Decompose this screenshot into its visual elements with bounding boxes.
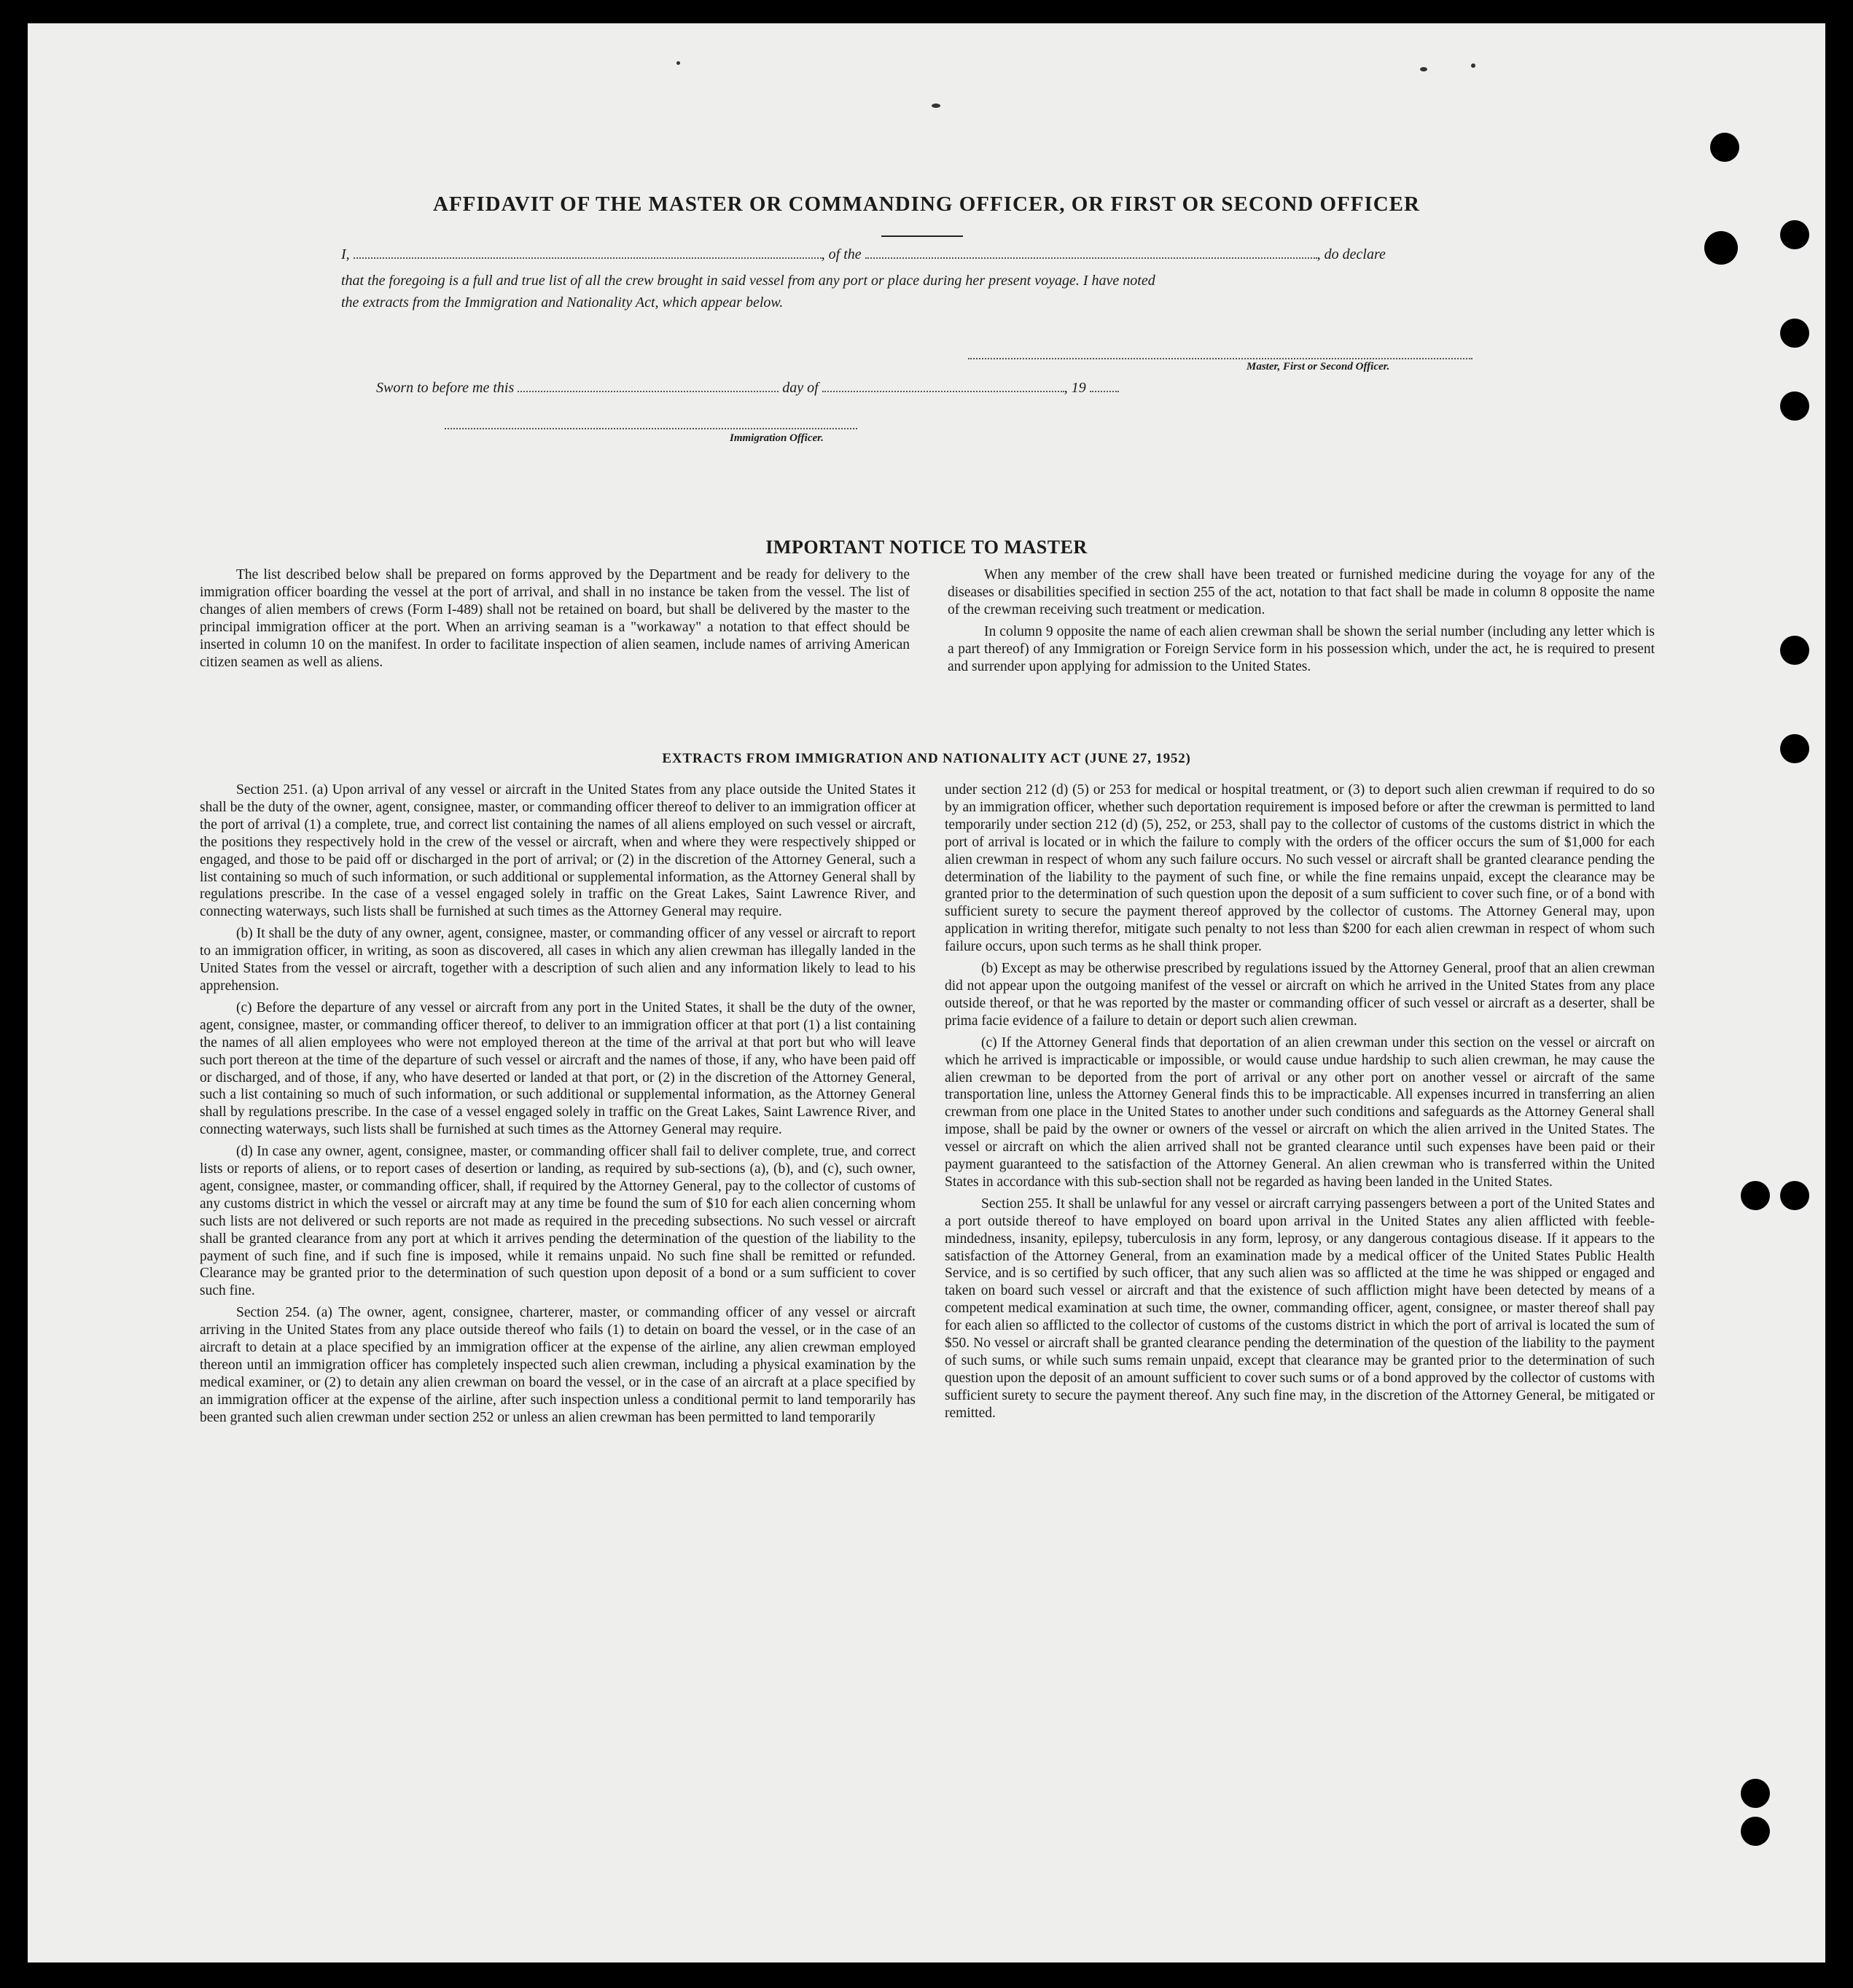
notice-right-paragraph-1: When any member of the crew shall have been treated or furnished medicine during the voyage for any of the diseases or disabilities specified in section 255 of the act, notation to that fact shall be made in column 8 opposite the name of the crewman receiving such treatment or medication. [948,567,1655,617]
vessel-blank[interactable] [865,246,1317,259]
punch-hole [1780,220,1809,249]
sworn-day-blank[interactable] [518,379,779,392]
notice-right-column [948,566,1655,679]
master-caption: Master, First or Second Officer. [1247,361,1390,373]
officer-signature-line[interactable] [445,428,857,429]
punch-hole [1704,231,1738,265]
sworn-month-blank[interactable] [822,379,1064,392]
extract-section-251c: (c) Before the departure of any vessel or aircraft from any port in the United States, it shall be the duty of the owner, agent, consignee, master, or commanding officer thereof, to deliver to an immigration officer at that port (1) a list containing the names of all alien employees who were not employed thereon at the time of the arrival at that port but who will leave such port thereon at the time of the departure of such vessel or aircraft and the names of those, if any, who have been paid off or discharged, and of those, if any, who have deserted or landed at that port, or (2) in the discretion of the Attorney General, such a list containing so much of such information, or such additional or supplemental information, as the Attorney General shall by regulations prescribe. In the case of a vessel engaged solely in traffic on the Great Lakes, Saint Lawrence River, and connecting waterways, such lists shall be furnished at such times as the Attorney General may require. [200,999,916,1138]
notice-left-paragraph: The list described below shall be prepared on forms approved by the Department and be ready for delivery to the immigration officer boarding the vessel at the port of arrival, and shall in no instance be taken from the vessel. The list of changes of alien members of crews (Form I-489) shall not be retained on board, but shall be delivered by the master to the principal immigration officer at the port. When an arriving seaman is a "workaway" a notation to that effect should be inserted in column 10 on the manifest. In order to facilitate inspection of alien seamen, include names of arriving American citizen seamen as well as aliens. [200,567,910,670]
year-label: , 19 [1064,380,1086,396]
document-page [28,23,1825,1962]
name-blank[interactable] [354,246,822,259]
notice-left-column [200,566,910,675]
officer-caption: Immigration Officer. [730,432,824,444]
punch-hole [1780,636,1809,665]
title-underline [881,235,963,237]
punch-hole [1780,391,1809,421]
speck [676,61,680,65]
extracts-left-column [200,781,916,1431]
punch-hole [1710,133,1739,162]
sworn-line [376,377,1542,399]
extracts-right-column [945,781,1655,1427]
extract-section-254a: Section 254. (a) The owner, agent, consignee, charterer, master, or commanding officer of any vessel or aircraft arriving in the United States from any place outside thereof who fails (1) to detain on board the vessel, or in the case of an aircraft to detain at a place specified by an immigration officer at the expense of the airline, any alien crewman employed thereon until an immigration officer has completely inspected such alien crewman, including a physical examination by the medical examiner, or (2) to detain any alien crewman on board the vessel, or in the case of an aircraft at a place specified by an immigration officer at the expense of the airline, after such inspection unless a conditional permit to land temporarily has been granted such alien crewman under section 252 or unless an alien crewman has been permitted to land temporarily [200,1305,916,1425]
declaration-line-3: the extracts from the Immigration and Nationality Act, which appear below. [341,295,784,311]
speck [1471,63,1475,68]
extract-section-254a-cont: under section 212 (d) (5) or 253 for medical or hospital treatment, or (3) to deport such alien crewman if required to do so by an immigration officer, whether such deportation requirement is imposed before or after the crewman is permitted to land temporarily under section 212 (d) (5), 252, or 253, shall pay to the collector of customs of the customs district in which the port of arrival is located or in which the failure to comply with the orders of the officer occurs the sum of $1,000 for each alien crewman in respect of whom any such failure occurs. No such vessel or aircraft shall be granted clearance pending the determination of the liability to the payment of such fine, or while the fine remains unpaid, except the clearance may be granted prior to the determination of such question upon the deposit of a sum sufficient to cover such fine, or of a bond with sufficient surety to secure the payment thereof approved by the collector of customs. The Attorney General may, upon application in writing therefor, mitigate such penalty to not less than $200 for each alien crewman in respect of whom such failure occurs, upon such terms as he shall think proper. [945,782,1655,955]
punch-hole [1741,1181,1770,1210]
of-the-label: , of the [821,246,862,262]
extract-section-254c: (c) If the Attorney General finds that deportation of an alien crewman under this section on the vessel or aircraft on which he arrived is impracticable or impossible, or would cause undue hardship to such alien crewman, he may cause the alien crewman to be deported from the port of arrival or any other port on another vessel or aircraft of the same transportation line, unless the Attorney General finds this to be impracticable. All expenses incurred in transferring an alien crewman from one place in the United States to another under such conditions and safeguards as the Attorney General shall impose, shall be paid by the owner or owners of the vessel or aircraft on which the alien arrived in the United States. The vessel or aircraft on which the alien arrived shall not be granted clearance until such expenses have been paid or their payment guaranteed to the satisfaction of the Attorney General. An alien crewman who is transferred within the United States in accordance with this sub-section shall not be regarded as having been landed in the United States. [945,1034,1655,1190]
i-label: I, [341,246,350,262]
sworn-label: Sworn to before me this [376,380,515,396]
extract-section-251b: (b) It shall be the duty of any owner, agent, consignee, master, or commanding officer of any vessel or aircraft to report to an immigration officer, in writing, as soon as discovered, all cases in which any alien crewman has illegally landed in the United States from the vessel or aircraft, together with a description of such alien and any information likely to lead to his apprehension. [200,926,916,994]
extract-section-255: Section 255. It shall be unlawful for any vessel or aircraft carrying passengers between a port of the United States and a port outside thereof to have employed on board upon arrival in the United States any alien afflicted with feeble-mindedness, insanity, epilepsy, tuberculosis in any form, leprosy, or any dangerous contagious disease. If it appears to the satisfaction of the Attorney General, from an examination made by a medical officer of the United States Public Health Service, and is so certified by such officer, that any such alien was so afflicted at the time he was shipped or engaged and taken on board such vessel or aircraft and that the existence of such affliction might have been detected by means of a competent medical examination at such time, the owner, commanding officer, agent, consignee, or master thereof shall pay for each alien so afflicted to the collector of customs of the customs district in which the port of arrival is located the sum of $50. No vessel or aircraft shall be granted clearance pending the determination of the question of the liability to the payment of such sums, or while such sums remain unpaid, except that clearance may be granted prior to the determination of such question upon the deposit of an amount sufficient to cover such sums or of a bond approved by the collector of customs with sufficient surety to secure the payment thereof. Any such fine may, in the discretion of the Attorney General, be mitigated or remitted. [945,1196,1655,1421]
affidavit-title: AFFIDAVIT OF THE MASTER OR COMMANDING OFFICER, OR FIRST OR SECOND OFFICER [433,192,1420,216]
day-of-label: day of [782,380,819,396]
master-signature-line[interactable] [968,358,1472,359]
punch-hole [1741,1817,1770,1846]
declaration-line-1 [341,243,1507,265]
punch-hole [1741,1779,1770,1808]
punch-hole [1780,1181,1809,1210]
extracts-title: EXTRACTS FROM IMMIGRATION AND NATIONALITY ACT (JUNE 27, 1952) [662,751,1191,766]
do-declare-label: , do declare [1316,246,1386,262]
declaration-line-2: that the foregoing is a full and true list of all the crew brought in said vessel from any port or place during her present voyage. I have noted [341,273,1155,289]
notice-right-paragraph-2: In column 9 opposite the name of each alien crewman shall be shown the serial number (including any letter which is a part thereof) of any Immigration or Foreign Service form in his possession which, under the act, he is required to present and surrender upon applying for admission to the United States. [948,623,1655,674]
punch-hole [1780,319,1809,348]
notice-title: IMPORTANT NOTICE TO MASTER [765,537,1088,558]
extract-section-251a: Section 251. (a) Upon arrival of any vessel or aircraft in the United States from any place outside the United States it shall be the duty of the owner, agent, consignee, master, or commanding officer thereof to deliver to an immigration officer at the port of arrival (1) a complete, true, and correct list containing the names of all aliens employed on such vessel or aircraft, the positions they respectively hold in the crew of the vessel or aircraft, when and where they were respectively shipped or engaged, and those to be paid off or discharged in the port of arrival; or (2) in the discretion of the Attorney General, such a list containing so much of such information, or such additional or supplemental information, as the Attorney General shall by regulations prescribe. In the case of a vessel engaged solely in traffic on the Great Lakes, Saint Lawrence River, and connecting waterways, such lists shall be furnished at such times as the Attorney General may require. [200,782,916,920]
speck [932,104,940,108]
speck [1420,67,1427,71]
extract-section-254b: (b) Except as may be otherwise prescribed by regulations issued by the Attorney General, proof that an alien crewman did not appear upon the outgoing manifest of the vessel or aircraft on which he arrived in the United States from any place outside thereof, or that he was reported by the master or commanding officer of such vessel or aircraft as a deserter, shall be prima facie evidence of a failure to detain or deport such alien crewman. [945,961,1655,1029]
extract-section-251d: (d) In case any owner, agent, consignee, master, or commanding officer shall fail to deliver complete, true, and correct lists or reports of aliens, or to report cases of desertion or landing, as required by sub-sections (a), (b), and (c), such owner, agent, consignee, master, or commanding officer, shall, if required by the Attorney General, pay to the collector of customs of any customs district in which the vessel or aircraft may at any time be found the sum of $10 for each alien concerning whom such lists are not delivered or such reports are not made as required in the preceding subsections. No such vessel or aircraft shall be granted clearance from any port at which it arrives pending the determination of the question of the liability to the payment of such fine, and if such fine is imposed, while it remains unpaid. No such fine shall be remitted or refunded. Clearance may be granted prior to the determination of such question upon deposit of a bond or a sum sufficient to cover such fine. [200,1144,916,1299]
sworn-year-blank[interactable] [1090,379,1119,392]
